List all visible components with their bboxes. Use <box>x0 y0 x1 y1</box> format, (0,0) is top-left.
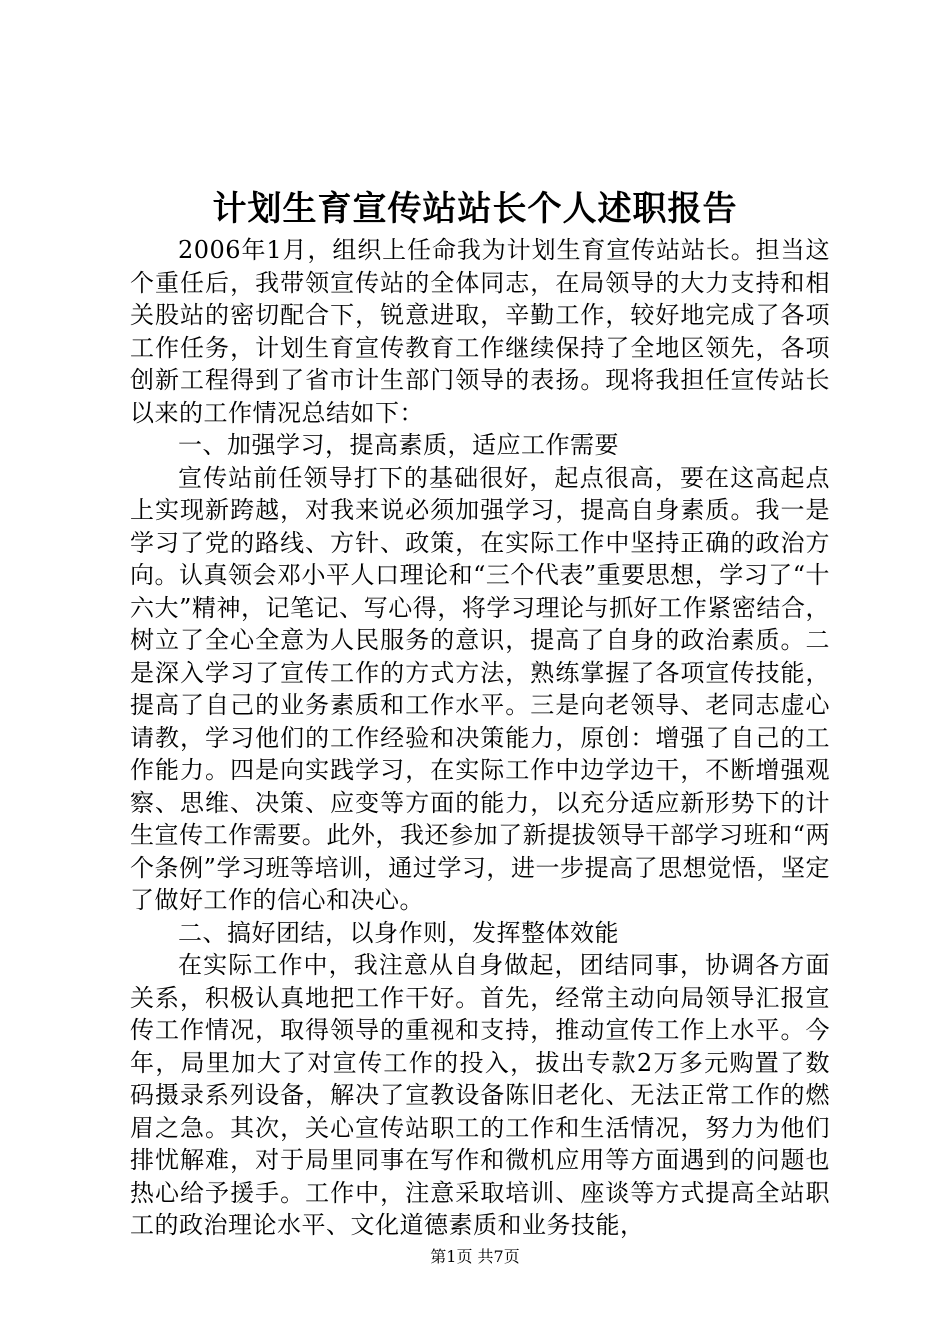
section-heading-2: 二、搞好团结，以身作则，发挥整体效能 <box>178 918 619 947</box>
document-body <box>130 234 830 1242</box>
paragraph-intro: 2006年1月，组织上任命我为计划生育宣传站站长。担当这个重任后，我带领宣传站的全体同志，在局领导的大力支持和相关股站的密切配合下，锐意进取，辛勤工作，较好地完成了各项工作任务，计划生育宣传教育工作继续保持了全地区领先，各项创新工程得到了省市计生部门领导的表扬。现将我担任宣传站长以来的工作情况总结如下： <box>130 236 830 427</box>
page-number-footer: 第1页 共7页 <box>430 1247 520 1266</box>
paragraph-study: 宣传站前任领导打下的基础很好，起点很高，要在这高起点上实现新跨越，对我来说必须加强学习，提高自身素质。我一是学习了党的路线、方针、政策，在实际工作中坚持正确的政治方向。认真领会邓小平人口理论和“三个代表”重要思想，学习了“十六大”精神，记笔记、写心得，将学习理论与抓好工作紧密结合，树立了全心全意为人民服务的意识，提高了自身的政治素质。二是深入学习了宣传工作的方式方法，熟练掌握了各项宣传技能，提高了自己的业务素质和工作水平。三是向老领导、老同志虚心请教，学习他们的工作经验和决策能力，原创：增强了自己的工作能力。四是向实践学习，在实际工作中边学边干，不断增强观察、思维、决策、应变等方面的能力，以充分适应新形势下的计生宣传工作需要。此外，我还参加了新提拔领导干部学习班和“两个条例”学习班等培训，通过学习，进一步提高了思想觉悟，坚定了做好工作的信心和决心。 <box>130 463 830 914</box>
paragraph-unity: 在实际工作中，我注意从自身做起，团结同事，协调各方面关系，积极认真地把工作干好。首先，经常主动向局领导汇报宣传工作情况，取得领导的重视和支持，推动宣传工作上水平。今年，局里加大了对宣传工作的投入，拔出专款2万多元购置了数码摄录系列设备，解决了宣教设备陈旧老化、无法正常工作的燃眉之急。其次，关心宣传站职工的工作和生活情况，努力为他们排忧解难，对于局里同事在写作和微机应用等方面遇到的问题也热心给予援手。工作中，注意采取培训、座谈等方式提高全站职工的政治理论水平、文化道德素质和业务技能， <box>130 951 830 1239</box>
document-title: 计划生育宣传站站长个人述职报告 <box>212 189 738 229</box>
section-heading-1: 一、加强学习，提高素质，适应工作需要 <box>178 431 619 459</box>
